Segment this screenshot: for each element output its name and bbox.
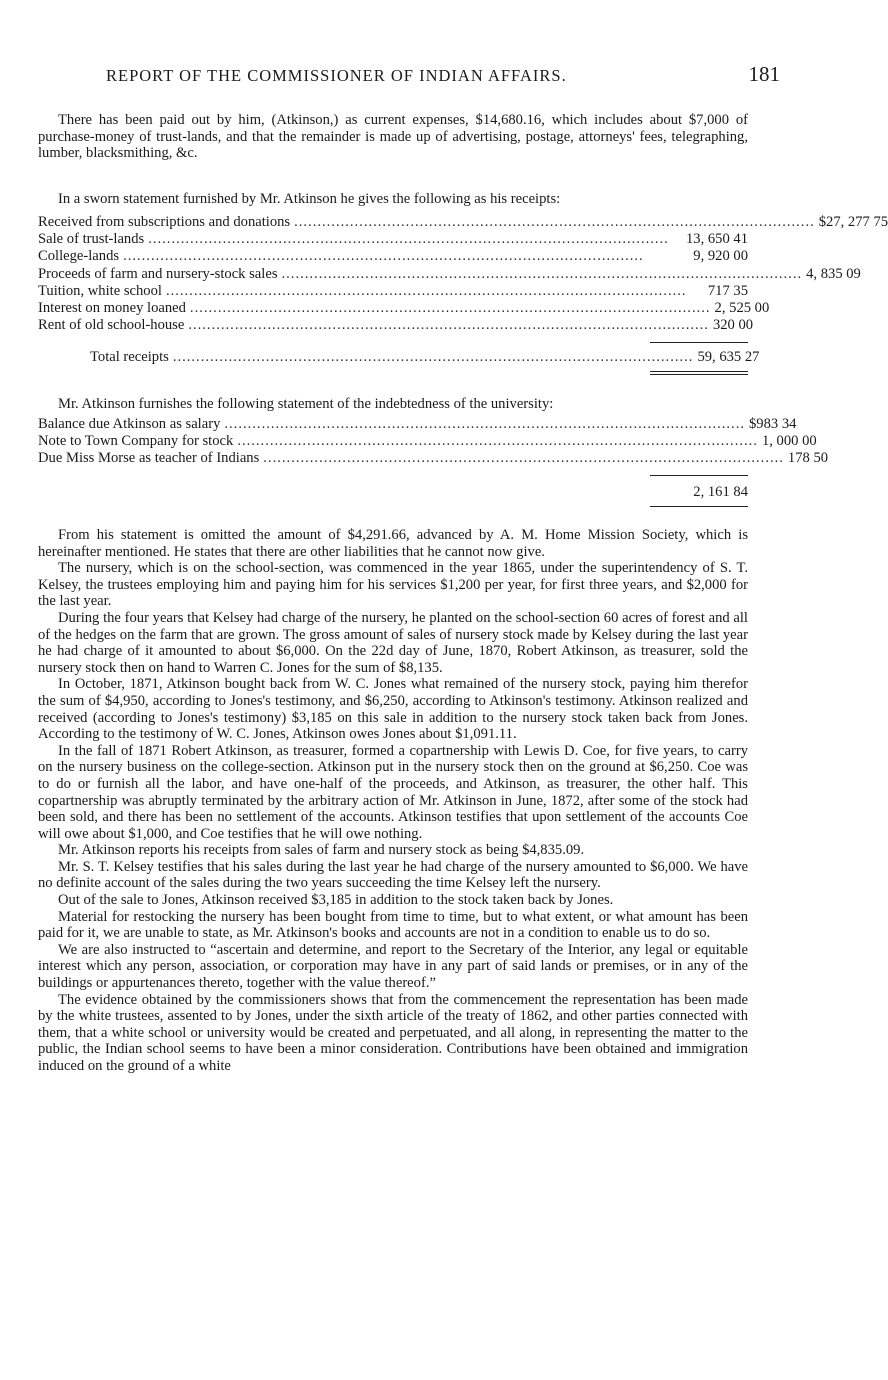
debt-amount: 1, 000 00 (761, 433, 817, 450)
receipts-section (38, 191, 888, 375)
receipt-amount: 4, 835 09 (806, 265, 861, 282)
sum-rule (650, 342, 748, 343)
leader-dots: ................................................................................................................ (263, 450, 784, 467)
debt-amount: $983 34 (749, 416, 797, 432)
leader-dots: ................................................................................................................ (148, 231, 669, 248)
receipt-label: Interest on money loaned (38, 300, 186, 317)
leader-dots: ................................................................................................................ (188, 317, 709, 334)
receipt-row (38, 317, 754, 334)
debt-row (38, 416, 797, 433)
indebtedness-section (38, 396, 829, 507)
receipt-label: Sale of trust-lands (38, 231, 145, 248)
receipt-amount: 2, 525 00 (714, 300, 770, 317)
body-paragraph: The evidence obtained by the commissioners shows that from the commencement the representation has been made by the white trustees, assented to by Jones, under the sixth article of the treaty of 1862, and other parties connected with them, that a white school or university would be created and perpetuated, and all along, in representing the matter to the public, the Indian school seems to have been a minor consideration. Contributions have been obtained and immigration induced on the ground of a white (38, 991, 748, 1074)
body-paragraph: Out of the sale to Jones, Atkinson received $3,185 in addition to the stock taken back by Jones. (58, 892, 614, 909)
indebtedness-total-amount: 2, 161 84 (693, 483, 748, 500)
receipts-intro: In a sworn statement furnished by Mr. Atkinson he gives the following as his receipts: (58, 191, 561, 207)
receipt-amount: $27, 277 75 (818, 214, 888, 230)
debt-amount: 178 50 (787, 450, 829, 467)
body-paragraph: From his statement is omitted the amount of $4,291.66, advanced by A. M. Home Mission Society, which is hereinafter mentioned. He states that there are other liabilities that he cannot now give. (38, 527, 748, 560)
sum-rule (650, 475, 748, 476)
leader-dots: ................................................................................................................ (237, 433, 758, 450)
debt-row (38, 450, 829, 467)
receipt-label: Received from subscriptions and donations (38, 214, 291, 230)
receipt-row (38, 214, 888, 231)
body-paragraph: Mr. Atkinson reports his receipts from sales of farm and nursery stock as being $4,835.09. (58, 842, 585, 859)
body-paragraph: We are also instructed to “ascertain and determine, and report to the Secretary of the Interior, any legal or equitable interest which any person, association, or corporation may have in any part of said lands or premises, or in any of the buildings or appurtenances thereto, together with the value thereof.” (38, 941, 748, 992)
body-paragraph: During the four years that Kelsey had charge of the nursery, he planted on the school-section 60 acres of forest and all of the hedges on the farm that are grown. The gross amount of sales of nursery stock made by Kelsey during the last year he had charge of it amounted to about $6,000. On the 22d day of June, 1870, Robert Atkinson, as treasurer, sold the nursery stock then on hand to Warren C. Jones for the sum of $8,135. (38, 609, 748, 676)
receipt-amount: 320 00 (712, 317, 754, 334)
total-double-rule (650, 371, 748, 375)
opening-paragraph-block (38, 112, 748, 162)
receipt-row (38, 248, 748, 265)
receipts-list (38, 214, 888, 334)
indebtedness-intro: Mr. Atkinson furnishes the following statement of the indebtedness of the university: (58, 396, 554, 412)
leader-dots: ................................................................................................................ (123, 248, 644, 265)
body-paragraph: The nursery, which is on the school-section, was commenced in the year 1865, under the superintendency of S. T. Kelsey, the trustees employing him and paying him for his services $1,200 per year, for first three years, and $2,000 for the last year. (38, 560, 748, 610)
debt-label: Due Miss Morse as teacher of Indians (38, 450, 260, 467)
receipt-amount: 717 35 (707, 282, 748, 299)
receipt-row (38, 265, 861, 283)
receipt-amount: 13, 650 41 (685, 231, 748, 248)
debt-row (38, 433, 817, 450)
body-paragraph: In the fall of 1871 Robert Atkinson, as treasurer, formed a copartnership with Lewis D. Coe, for five years, to carry on the nursery business on the college-section. Atkinson put in the nursery stock then on the ground at $6,250. Coe was to do or furnish all the labor, and have one-half of the proceeds, and Atkinson, as treasurer, the other half. This copartnership was abruptly terminated by the arbitrary action of Mr. Atkinson in June, 1872, after some of the stock had been sold, and there has been no settlement of the accounts. Atkinson testifies that upon settlement of the accounts Coe will owe about $1,000, and Coe testifies that he will owe nothing. (38, 742, 748, 842)
receipt-row (38, 231, 748, 248)
receipt-row (38, 300, 770, 317)
leader-dots: ................................................................................................................ (189, 300, 711, 317)
header-title: REPORT OF THE COMMISSIONER OF INDIAN AFFAIRS. (106, 66, 567, 85)
body-paragraph: In October, 1871, Atkinson bought back from W. C. Jones what remained of the nursery stock, paying him therefor the sum of $4,950, according to Jones's testimony, and $6,250, according to Atkinson's testimony. Atkinson realized and received (according to Jones's testimony) $3,185 on this sale in addition to the nursery stock taken back from Jones. According to the testimony of W. C. Jones, Atkinson owes Jones about $1,091.11. (38, 676, 748, 743)
body-paragraph: Mr. S. T. Kelsey testifies that his sales during the last year he had charge of the nursery amounted to $6,000. We have no definite account of the sales during the two years succeeding the time Kelsey left the nursery. (38, 858, 748, 892)
total-rule (650, 506, 748, 507)
total-amount: 59, 635 27 (697, 349, 760, 366)
debt-label: Note to Town Company for stock (38, 433, 234, 450)
running-header (38, 62, 780, 87)
leader-dots: ................................................................................................................ (172, 349, 694, 366)
receipt-label: Rent of old school-house (38, 317, 185, 334)
total-label: Total receipts (90, 349, 169, 366)
body-text (38, 527, 748, 1075)
leader-dots: ................................................................................................................ (281, 265, 803, 282)
receipt-row (38, 283, 748, 300)
receipts-total-row (38, 349, 760, 366)
leader-dots: ................................................................................................................ (294, 214, 815, 230)
leader-dots: ................................................................................................................ (165, 282, 687, 299)
receipt-label: Proceeds of farm and nursery-stock sales (38, 265, 278, 282)
page-number: 181 (748, 62, 780, 86)
receipt-label: College-lands (38, 248, 120, 265)
debt-label: Balance due Atkinson as salary (38, 416, 221, 432)
receipt-label: Tuition, white school (38, 282, 162, 299)
leader-dots: ................................................................................................................ (224, 416, 745, 432)
body-paragraph: Material for restocking the nursery has been bought from time to time, but to what extent, or what amount has been paid for it, we are unable to state, as Mr. Atkinson's books and accounts are not in a condition to enable us to do so. (38, 908, 748, 942)
receipt-amount: 9, 920 00 (693, 248, 748, 265)
opening-paragraph: There has been paid out by him, (Atkinson,) as current expenses, $14,680.16, which includes about $7,000 of purchase-money of trust-lands, and that the remainder is made up of advertising, postage, attorneys' fees, telegraphing, lumber, blacksmithing, &c. (38, 112, 748, 162)
indebtedness-list (38, 416, 829, 468)
indebtedness-total-row (38, 484, 748, 501)
